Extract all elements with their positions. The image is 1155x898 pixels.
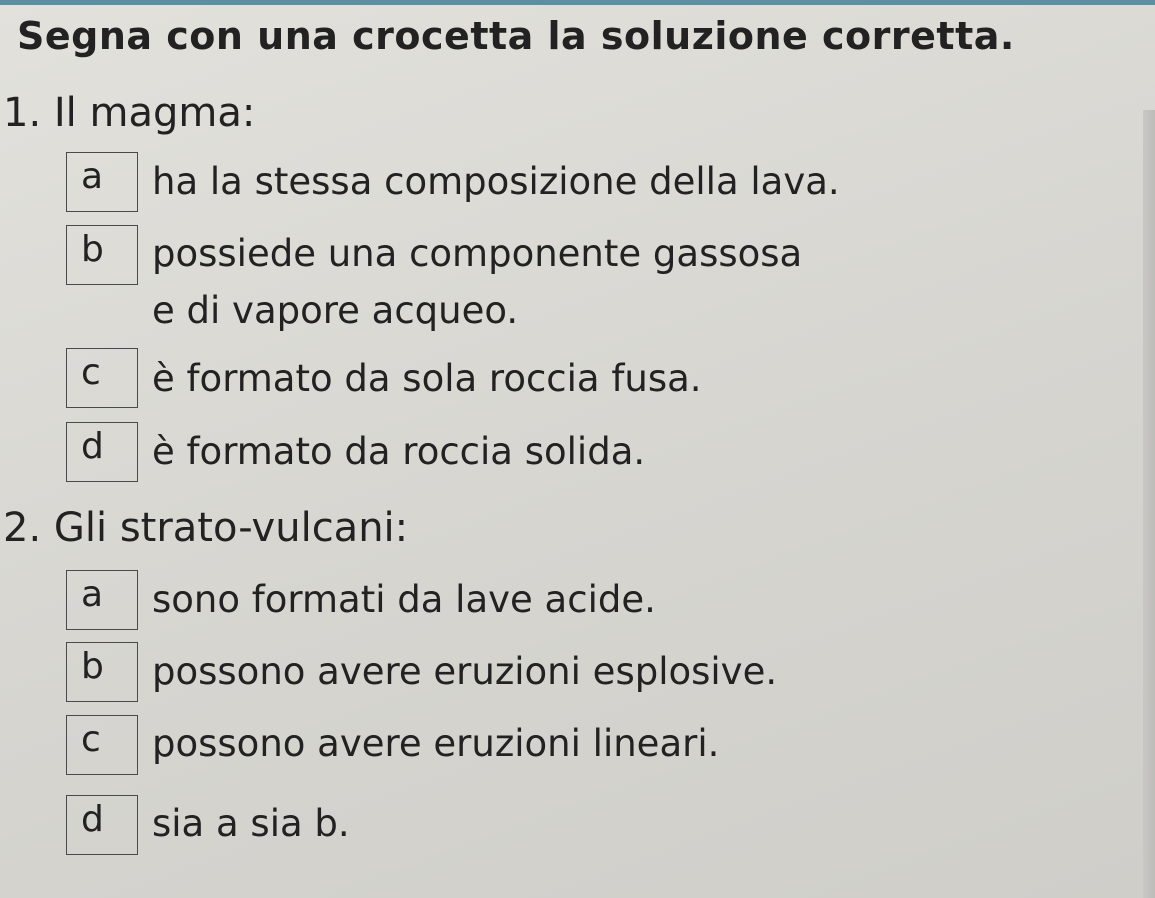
question-2-title: 2. Gli strato-vulcani: xyxy=(3,505,409,551)
page-edge xyxy=(1143,110,1155,898)
q1-option-a-checkbox[interactable] xyxy=(66,152,138,212)
q1-option-b-continuation: e di vapore acqueo. xyxy=(152,289,519,332)
option-letter: a xyxy=(81,574,104,615)
question-1-title: 1. Il magma: xyxy=(3,90,256,136)
q2-option-d-text: sia a sia b. xyxy=(152,802,350,845)
q2-option-d-checkbox[interactable] xyxy=(66,795,138,855)
q2-option-b-checkbox[interactable] xyxy=(66,642,138,702)
option-letter: c xyxy=(81,719,101,760)
option-letter: d xyxy=(81,426,104,467)
q1-option-d-text: è formato da roccia solida. xyxy=(152,430,646,473)
q2-option-a-checkbox[interactable] xyxy=(66,570,138,630)
q1-option-d-checkbox[interactable] xyxy=(66,422,138,482)
option-letter: d xyxy=(81,799,104,840)
instruction-heading: Segna con una crocetta la soluzione corretta. xyxy=(17,14,1015,58)
option-letter: b xyxy=(81,646,104,687)
q2-option-b-text: possono avere eruzioni esplosive. xyxy=(152,650,778,693)
q2-option-a-text: sono formati da lave acide. xyxy=(152,578,656,621)
page-top-strip xyxy=(0,0,1155,5)
q2-option-c-checkbox[interactable] xyxy=(66,715,138,775)
option-letter: a xyxy=(81,156,104,197)
q1-option-c-text: è formato da sola roccia fusa. xyxy=(152,357,702,400)
q2-option-c-text: possono avere eruzioni lineari. xyxy=(152,722,720,765)
q1-option-b-checkbox[interactable] xyxy=(66,225,138,285)
option-letter: c xyxy=(81,352,101,393)
q1-option-c-checkbox[interactable] xyxy=(66,348,138,408)
q1-option-a-text: ha la stessa composizione della lava. xyxy=(152,160,840,203)
option-letter: b xyxy=(81,229,104,270)
q1-option-b-text: possiede una componente gassosa xyxy=(152,232,803,275)
